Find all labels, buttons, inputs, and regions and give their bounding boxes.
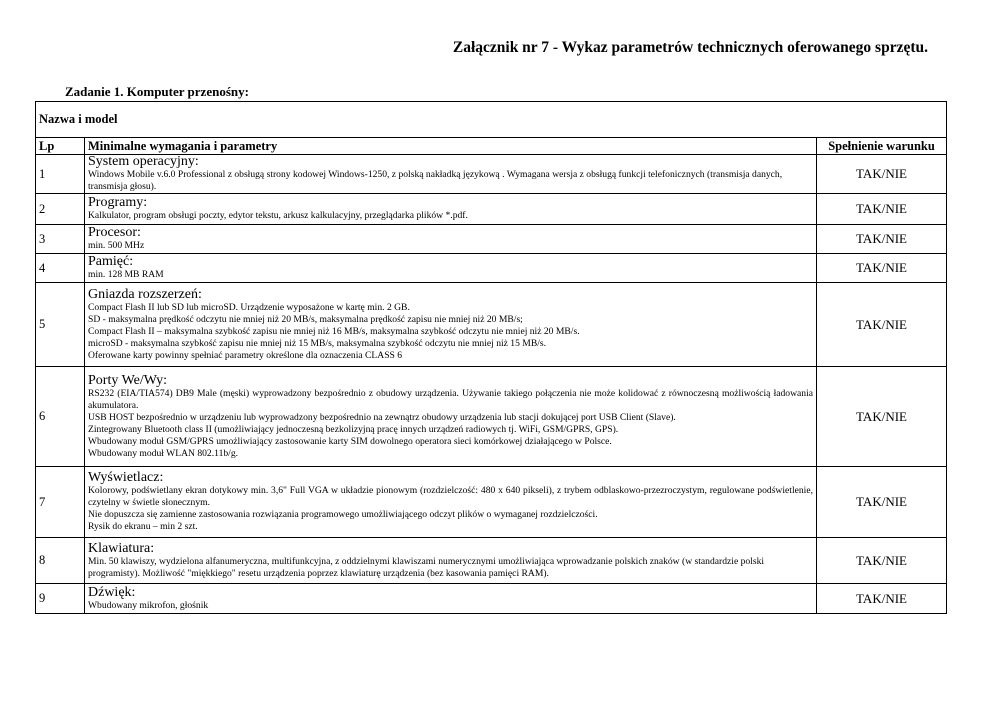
requirement-text: Rysik do ekranu – min 2 szt.	[88, 521, 198, 532]
requirement-text: Min. 50 klawiszy, wydzielona alfanumeryczna, multifunkcyjna, z oddzielnymi klawiszami numerycznymi umożliwiająca wprowadzanie polskich znaków (w standardzie polski programisty). Możliwość "miękkiego" resetu urządzenia poprzez klawiaturę urządzenia (bez kasowania pamięci RAM).	[88, 555, 765, 579]
requirement-title: Wyświetlacz:	[88, 470, 164, 485]
requirement-title: Pamięć:	[88, 254, 134, 269]
requirement-title: System operacyjny:	[88, 154, 199, 169]
row-number: 7	[36, 467, 85, 538]
header-lp: Lp	[36, 138, 85, 155]
row-number: 9	[36, 584, 85, 614]
requirement-cell	[85, 283, 817, 367]
header-fulfillment: Spełnienie warunku	[817, 138, 947, 155]
table-row	[36, 467, 947, 538]
requirement-cell	[85, 194, 817, 225]
fulfillment-status: TAK/NIE	[817, 155, 947, 194]
requirement-text: Zintegrowany Bluetooth class II (umożliwiający jednoczesną bezkolizyjną pracę innych urządzeń radiowych tj. WiFi, GSM/GPRS, GPS).	[88, 423, 619, 435]
requirement-cell	[85, 225, 817, 254]
requirement-text: Wbudowany moduł GSM/GPRS umożliwiający zastosowanie karty SIM dowolnego operatora sieci komórkowej działającego w Polsce.	[88, 435, 612, 447]
row-number: 1	[36, 155, 85, 194]
fulfillment-status: TAK/NIE	[817, 194, 947, 225]
requirement-text: Windows Mobile v.6.0 Professional z obsługą strony kodowej Windows-1250, z polską nakładką językową . Wymagana wersja z obsługą funkcji telefonicznych (transmisja danych, transmisja głosu).	[88, 169, 783, 192]
requirement-text: RS232 (EIA/TIA574) DB9 Male (męski) wyprowadzony bezpośrednio z obudowy urządzenia. Używanie takiego połączenia nie może kolidować z równoczesną możliwością ładowania akumulatora.	[88, 387, 813, 411]
table-row	[36, 283, 947, 367]
row-number: 6	[36, 367, 85, 467]
name-model-row	[36, 102, 947, 138]
fulfillment-status: TAK/NIE	[817, 225, 947, 254]
spec-table	[35, 101, 947, 614]
row-number: 3	[36, 225, 85, 254]
requirement-cell	[85, 254, 817, 283]
requirement-cell	[85, 538, 817, 584]
requirement-title: Programy:	[88, 195, 148, 210]
table-row	[36, 538, 947, 584]
fulfillment-status: TAK/NIE	[817, 538, 947, 584]
requirement-text: Kalkulator, program obsługi poczty, edytor tekstu, arkusz kalkulacyjny, przeglądarka plików *.pdf.	[88, 210, 468, 221]
row-number: 5	[36, 283, 85, 367]
fulfillment-status: TAK/NIE	[817, 367, 947, 467]
requirement-cell	[85, 155, 817, 194]
requirement-cell	[85, 584, 817, 614]
name-model-label: Nazwa i model	[36, 102, 947, 138]
requirement-text: Compact Flash II lub SD lub microSD. Urządzenie wyposażone w kartę min. 2 GB.	[88, 301, 410, 313]
requirement-text: Oferowane karty powinny spełniać parametry określone dla oznaczenia CLASS 6	[88, 349, 403, 361]
requirement-cell	[85, 467, 817, 538]
table-header-row	[36, 138, 947, 155]
row-number: 2	[36, 194, 85, 225]
table-row	[36, 225, 947, 254]
fulfillment-status: TAK/NIE	[817, 467, 947, 538]
requirement-text: Kolorowy, podświetlany ekran dotykowy min. 3,6" Full VGA w układzie pionowym (rozdzielczość: 480 x 640 pikseli), z trybem odblaskowo-przezroczystym, regulowane podświetlenie, czytelny w świetle słonecznym.	[88, 485, 813, 508]
requirement-text: Wbudowany mikrofon, głośnik	[88, 599, 209, 611]
fulfillment-status: TAK/NIE	[817, 584, 947, 614]
requirement-text: Nie dopuszcza się zamienne zastosowania rozwiązania programowego umożliwiającego odczyt plików o wymaganej rozdzielczości.	[88, 509, 598, 520]
header-requirements: Minimalne wymagania i parametry	[85, 138, 817, 155]
requirement-text: USB HOST bezpośrednio w urządzeniu lub wyprowadzony bezpośrednio na zewnątrz obudowy urządzenia lub stacji dokującej port USB Client (Slave).	[88, 411, 676, 423]
row-number: 4	[36, 254, 85, 283]
fulfillment-status: TAK/NIE	[817, 283, 947, 367]
requirement-text: microSD - maksymalna szybkość zapisu nie mniej niż 15 MB/s, maksymalna szybkość odczytu nie mniej niż 15 MB/s.	[88, 337, 547, 349]
table-row	[36, 367, 947, 467]
requirement-title: Klawiatura:	[88, 540, 155, 556]
table-row	[36, 254, 947, 283]
fulfillment-status: TAK/NIE	[817, 254, 947, 283]
requirement-title: Dźwięk:	[88, 584, 136, 600]
document-title: Załącznik nr 7 - Wykaz parametrów technicznych oferowanego sprzętu.	[452, 39, 928, 56]
table-row	[36, 155, 947, 194]
requirement-cell	[85, 367, 817, 467]
requirement-text: Wbudowany moduł WLAN 802.11b/g.	[88, 447, 239, 459]
requirement-title: Procesor:	[88, 225, 141, 240]
requirement-title: Gniazda rozszerzeń:	[88, 286, 202, 302]
table-row	[36, 194, 947, 225]
task-title: Zadanie 1. Komputer przenośny:	[65, 84, 249, 99]
requirement-text: Compact Flash II – maksymalna szybkość zapisu nie mniej niż 16 MB/s, maksymalna szybkość odczytu nie mniej niż 20 MB/s.	[88, 325, 580, 337]
requirement-title: Porty We/Wy:	[88, 372, 168, 388]
table-row	[36, 584, 947, 614]
requirement-text: min. 128 MB RAM	[88, 269, 164, 280]
row-number: 8	[36, 538, 85, 584]
requirement-text: SD - maksymalna prędkość odczytu nie mniej niż 20 MB/s, maksymalna prędkość zapisu nie mniej niż 20 MB/s;	[88, 313, 523, 325]
requirement-text: min. 500 MHz	[88, 240, 145, 251]
